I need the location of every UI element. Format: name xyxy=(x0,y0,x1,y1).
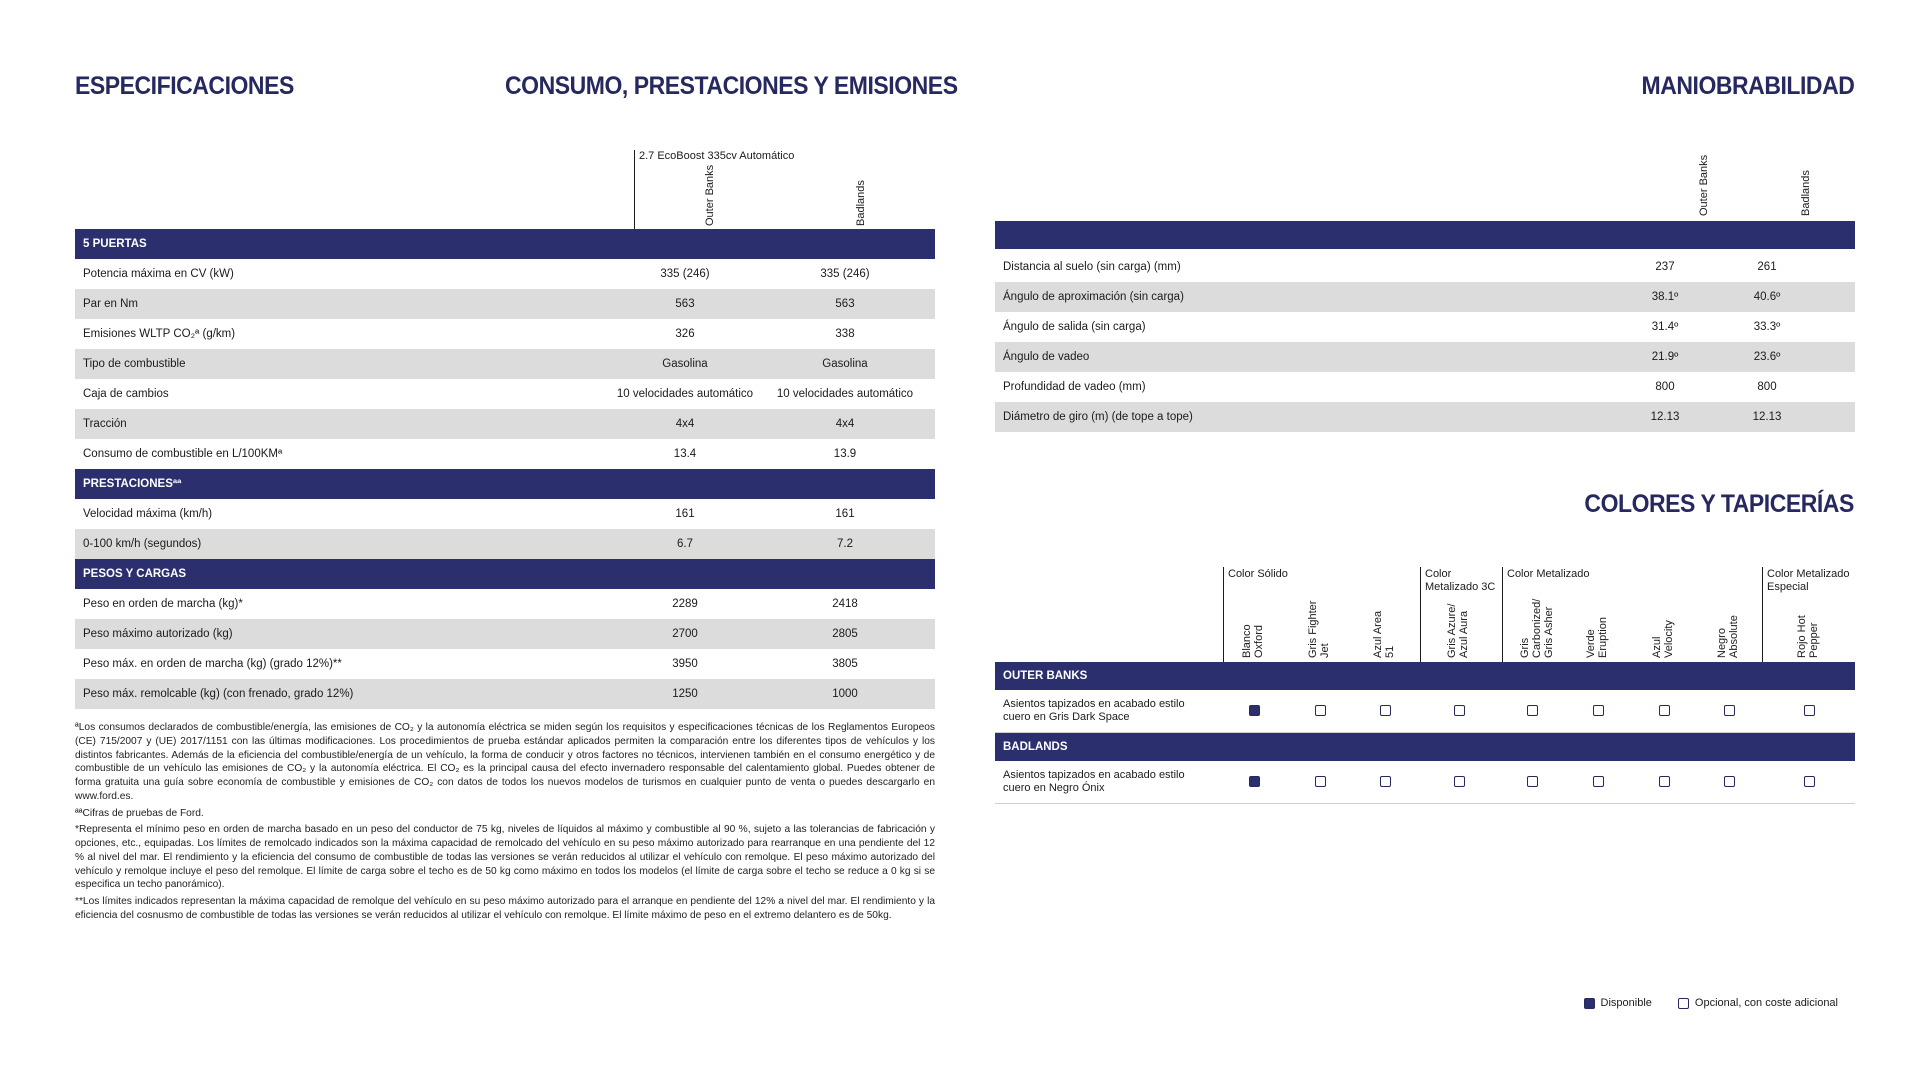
color-name: Gris Azure/ Azul Aura xyxy=(1446,603,1471,658)
row-label: Par en Nm xyxy=(83,298,138,310)
section-label: PESOS Y CARGAS xyxy=(83,568,187,580)
row-label: Peso máx. remolcable (kg) (con frenado, grado 12%) xyxy=(83,688,354,700)
optional-checkbox-icon xyxy=(1724,705,1735,716)
table-row xyxy=(75,289,935,319)
value-outer-banks: 1250 xyxy=(672,688,698,700)
value-outer-banks: 10 velocidades automático xyxy=(616,388,754,400)
row-label: Diámetro de giro (m) (de tope a tope) xyxy=(1003,411,1193,423)
optional-checkbox-icon xyxy=(1593,705,1604,716)
value-outer-banks: 12.13 xyxy=(1650,411,1680,423)
spec-header-divider xyxy=(634,150,635,229)
upholstery-label: Asientos tapizados en acabado estilo cuero en Negro Ónix xyxy=(1003,769,1185,795)
section-label: OUTER BANKS xyxy=(1003,670,1088,682)
table-row xyxy=(75,679,935,709)
value-outer-banks: 38.1º xyxy=(1651,291,1679,303)
value-badlands: 7.2 xyxy=(837,538,853,550)
section-label: PRESTACIONESªª xyxy=(83,478,182,490)
optional-checkbox-icon xyxy=(1804,705,1815,716)
table-row xyxy=(75,259,935,289)
value-outer-banks: Gasolina xyxy=(662,358,708,370)
group-divider xyxy=(1420,567,1421,662)
section-label: 5 PUERTAS xyxy=(83,238,147,250)
value-outer-banks: 237 xyxy=(1655,261,1675,273)
value-outer-banks: 2289 xyxy=(672,598,698,610)
optional-checkbox-icon xyxy=(1315,705,1326,716)
color-name: Blanco Oxford xyxy=(1241,624,1266,658)
row-label: Peso en orden de marcha (kg)* xyxy=(83,598,243,610)
section-label: BADLANDS xyxy=(1003,741,1068,753)
value-outer-banks: 326 xyxy=(675,328,695,340)
available-swatch-icon xyxy=(1584,998,1595,1009)
row-label: Velocidad máxima (km/h) xyxy=(83,508,213,520)
optional-checkbox-icon xyxy=(1724,776,1735,787)
maniob-col-outer-banks: Outer Banks xyxy=(1698,154,1710,216)
value-badlands: 13.9 xyxy=(833,448,857,460)
row-label: 0-100 km/h (segundos) xyxy=(83,538,202,550)
spec-col-outer-banks: Outer Banks xyxy=(704,164,716,226)
value-badlands: 40.6º xyxy=(1753,291,1781,303)
value-outer-banks: 6.7 xyxy=(677,538,693,550)
group-divider xyxy=(1223,567,1224,662)
table-row xyxy=(75,439,935,469)
value-badlands: 3805 xyxy=(832,658,858,670)
value-badlands: 335 (246) xyxy=(820,268,870,280)
engine-label: 2.7 EcoBoost 335cv Automático xyxy=(639,150,795,162)
table-row xyxy=(75,589,935,619)
consumo-title: CONSUMO, PRESTACIONES Y EMISIONES xyxy=(505,72,958,100)
available-checkbox-icon xyxy=(1249,705,1260,716)
maniob-col-badlands: Badlands xyxy=(1800,170,1812,216)
table-row xyxy=(995,252,1855,282)
row-label: Peso máximo autorizado (kg) xyxy=(83,628,233,640)
legend-optional: Opcional, con coste adicional xyxy=(1694,997,1838,1009)
footnote: ªLos consumos declarados de combustible/energía, las emisiones de CO₂ y la autonomía eléctrica se miden según los requisitos y especificaciones técnicas de los Reglamentos Europeos (CE) 715/2007 y (UE) 2017/1151 con las últimas modificaciones. Los procedimientos de prueba estándar aplicados permiten la comparación entre los diferentes tipos de vehículos y los distintos fabricantes. Además de la eficiencia del combustible/energía de un vehículo, la forma de conducir y otros factores no técnicos, intervienen también en el consumo energético y de combustible de un vehículo las emisiones de CO₂ y la autonomía eléctrica. El CO₂ es la principal causa del efecto invernadero responsable del calentamiento global. Puedes obtener de forma gratuita una guía sobre economía de combustible y emisiones de CO₂ con datos de todos los nuevos modelos de turismos en cualquier punto de venta o puedes descargarlo en www.ford.es. xyxy=(75,722,935,802)
value-outer-banks: 13.4 xyxy=(673,448,697,460)
value-outer-banks: 800 xyxy=(1655,381,1675,393)
group-divider xyxy=(1762,567,1763,662)
color-group-label: Color Sólido xyxy=(1228,568,1288,580)
optional-checkbox-icon xyxy=(1659,776,1670,787)
legend-available: Disponible xyxy=(1600,997,1652,1009)
color-name: Negro Absolute xyxy=(1716,615,1741,658)
value-badlands: 261 xyxy=(1757,261,1777,273)
table-row xyxy=(995,372,1855,402)
row-label: Distancia al suelo (sin carga) (mm) xyxy=(1003,261,1181,273)
optional-checkbox-icon xyxy=(1527,705,1538,716)
optional-checkbox-icon xyxy=(1593,776,1604,787)
row-label: Tipo de combustible xyxy=(83,358,186,370)
value-outer-banks: 563 xyxy=(675,298,695,310)
optional-swatch-icon xyxy=(1678,998,1689,1009)
value-badlands: 1000 xyxy=(832,688,858,700)
footnote: *Representa el mínimo peso en orden de marcha basado en un peso del conductor de 75 kg, niveles de líquidos al máximo y combustible al 90 %, sujeto a las tolerancias de fabricación y opciones, etc., equipadas. Los límites de remolcado indicados son la máxima capacidad de remolcado del vehículo en su peso máximo autorizado para rearranque en una pendiente del 12 % al nivel del mar. El rendimiento y la eficiencia del consumo de combustible de todas las versiones se verán reducidos al utilizar el vehículo con remolque. El peso máximo autorizado del vehículo y remolque incluye el peso del remolque. El límite de carga sobre el techo es de 50 kg como máximo en todos los modelos (el límite de carga sobre el techo se reduce a 0 kg si se especifica un techo panorámico). xyxy=(75,824,935,891)
section-header xyxy=(75,469,935,499)
optional-checkbox-icon xyxy=(1454,705,1465,716)
table-row xyxy=(75,379,935,409)
value-badlands: 23.6º xyxy=(1753,351,1781,363)
color-table xyxy=(995,662,1855,804)
value-outer-banks: 161 xyxy=(675,508,695,520)
footnotes xyxy=(75,721,935,926)
footnote: **Los límites indicados representan la máxima capacidad de remolque del vehículo en su peso máximo autorizado para el arranque en pendiente del 12% a nivel del mar. El rendimiento y la eficiencia del cosnusmo de combustible de todas las versiones se verán reducidos al utilizar el vehículo con remolque. El límite máximo de peso en el extremo delantero es de 50kg. xyxy=(75,896,935,921)
optional-checkbox-icon xyxy=(1380,776,1391,787)
spec-table xyxy=(75,229,935,709)
color-section-header xyxy=(995,662,1855,690)
optional-checkbox-icon xyxy=(1659,705,1670,716)
specs-title: ESPECIFICACIONES xyxy=(75,72,294,100)
color-row xyxy=(995,690,1855,733)
value-badlands: 33.3º xyxy=(1753,321,1781,333)
color-group-label: Color Metalizado 3C xyxy=(1425,568,1496,594)
colores-title: COLORES Y TAPICERÍAS xyxy=(1584,490,1854,518)
value-outer-banks: 4x4 xyxy=(675,418,695,430)
footnote: ªªCifras de pruebas de Ford. xyxy=(75,807,204,819)
legend xyxy=(1584,997,1838,1009)
color-group-label: Color Metalizado Especial xyxy=(1767,568,1850,594)
maniob-header-bar xyxy=(995,221,1855,249)
table-row xyxy=(75,409,935,439)
available-checkbox-icon xyxy=(1249,776,1260,787)
value-badlands: 338 xyxy=(835,328,855,340)
upholstery-label: Asientos tapizados en acabado estilo cuero en Gris Dark Space xyxy=(1003,698,1185,724)
value-badlands: 2805 xyxy=(832,628,858,640)
table-row xyxy=(995,342,1855,372)
value-badlands: 12.13 xyxy=(1752,411,1782,423)
color-name: Azul Velocity xyxy=(1651,620,1676,658)
row-label: Ángulo de salida (sin carga) xyxy=(1003,321,1146,333)
table-row xyxy=(995,282,1855,312)
value-outer-banks: 3950 xyxy=(672,658,698,670)
color-name: Verde Eruption xyxy=(1585,617,1610,658)
group-divider xyxy=(1502,567,1503,662)
table-row xyxy=(75,349,935,379)
table-row xyxy=(75,319,935,349)
row-label: Potencia máxima en CV (kW) xyxy=(83,268,234,280)
row-label: Ángulo de vadeo xyxy=(1003,351,1090,363)
maniob-table xyxy=(995,252,1855,432)
table-row xyxy=(995,402,1855,432)
value-badlands: Gasolina xyxy=(822,358,868,370)
table-row xyxy=(75,499,935,529)
value-badlands: 563 xyxy=(835,298,855,310)
table-row xyxy=(75,529,935,559)
table-row xyxy=(75,649,935,679)
value-outer-banks: 2700 xyxy=(672,628,698,640)
optional-checkbox-icon xyxy=(1315,776,1326,787)
optional-checkbox-icon xyxy=(1454,776,1465,787)
value-badlands: 4x4 xyxy=(835,418,855,430)
optional-checkbox-icon xyxy=(1804,776,1815,787)
row-label: Consumo de combustible en L/100KMª xyxy=(83,448,283,460)
value-badlands: 10 velocidades automático xyxy=(776,388,914,400)
table-row xyxy=(75,619,935,649)
row-label: Profundidad de vadeo (mm) xyxy=(1003,381,1146,393)
value-outer-banks: 335 (246) xyxy=(660,268,710,280)
maniob-title: MANIOBRABILIDAD xyxy=(1641,72,1854,100)
row-label: Caja de cambios xyxy=(83,388,169,400)
color-name: Gris Carbonized/ Gris Asher xyxy=(1519,598,1556,658)
color-name: Rojo Hot Pepper xyxy=(1796,615,1821,658)
spec-col-badlands: Badlands xyxy=(855,180,867,226)
section-header xyxy=(75,229,935,259)
row-label: Emisiones WLTP CO₂ª (g/km) xyxy=(83,328,236,340)
optional-checkbox-icon xyxy=(1380,705,1391,716)
color-name: Azul Area 51 xyxy=(1372,610,1397,658)
optional-checkbox-icon xyxy=(1527,776,1538,787)
value-badlands: 161 xyxy=(835,508,855,520)
value-outer-banks: 21.9º xyxy=(1651,351,1679,363)
value-badlands: 2418 xyxy=(832,598,858,610)
color-name: Gris Fighter Jet xyxy=(1307,600,1332,658)
value-badlands: 800 xyxy=(1757,381,1777,393)
table-row xyxy=(995,312,1855,342)
section-header xyxy=(75,559,935,589)
color-group-label: Color Metalizado xyxy=(1507,568,1590,580)
value-outer-banks: 31.4º xyxy=(1651,321,1679,333)
row-label: Ángulo de aproximación (sin carga) xyxy=(1003,291,1184,303)
row-label: Peso máx. en orden de marcha (kg) (grado 12%)** xyxy=(83,658,342,670)
color-row xyxy=(995,761,1855,804)
color-section-header xyxy=(995,733,1855,761)
row-label: Tracción xyxy=(83,418,127,430)
